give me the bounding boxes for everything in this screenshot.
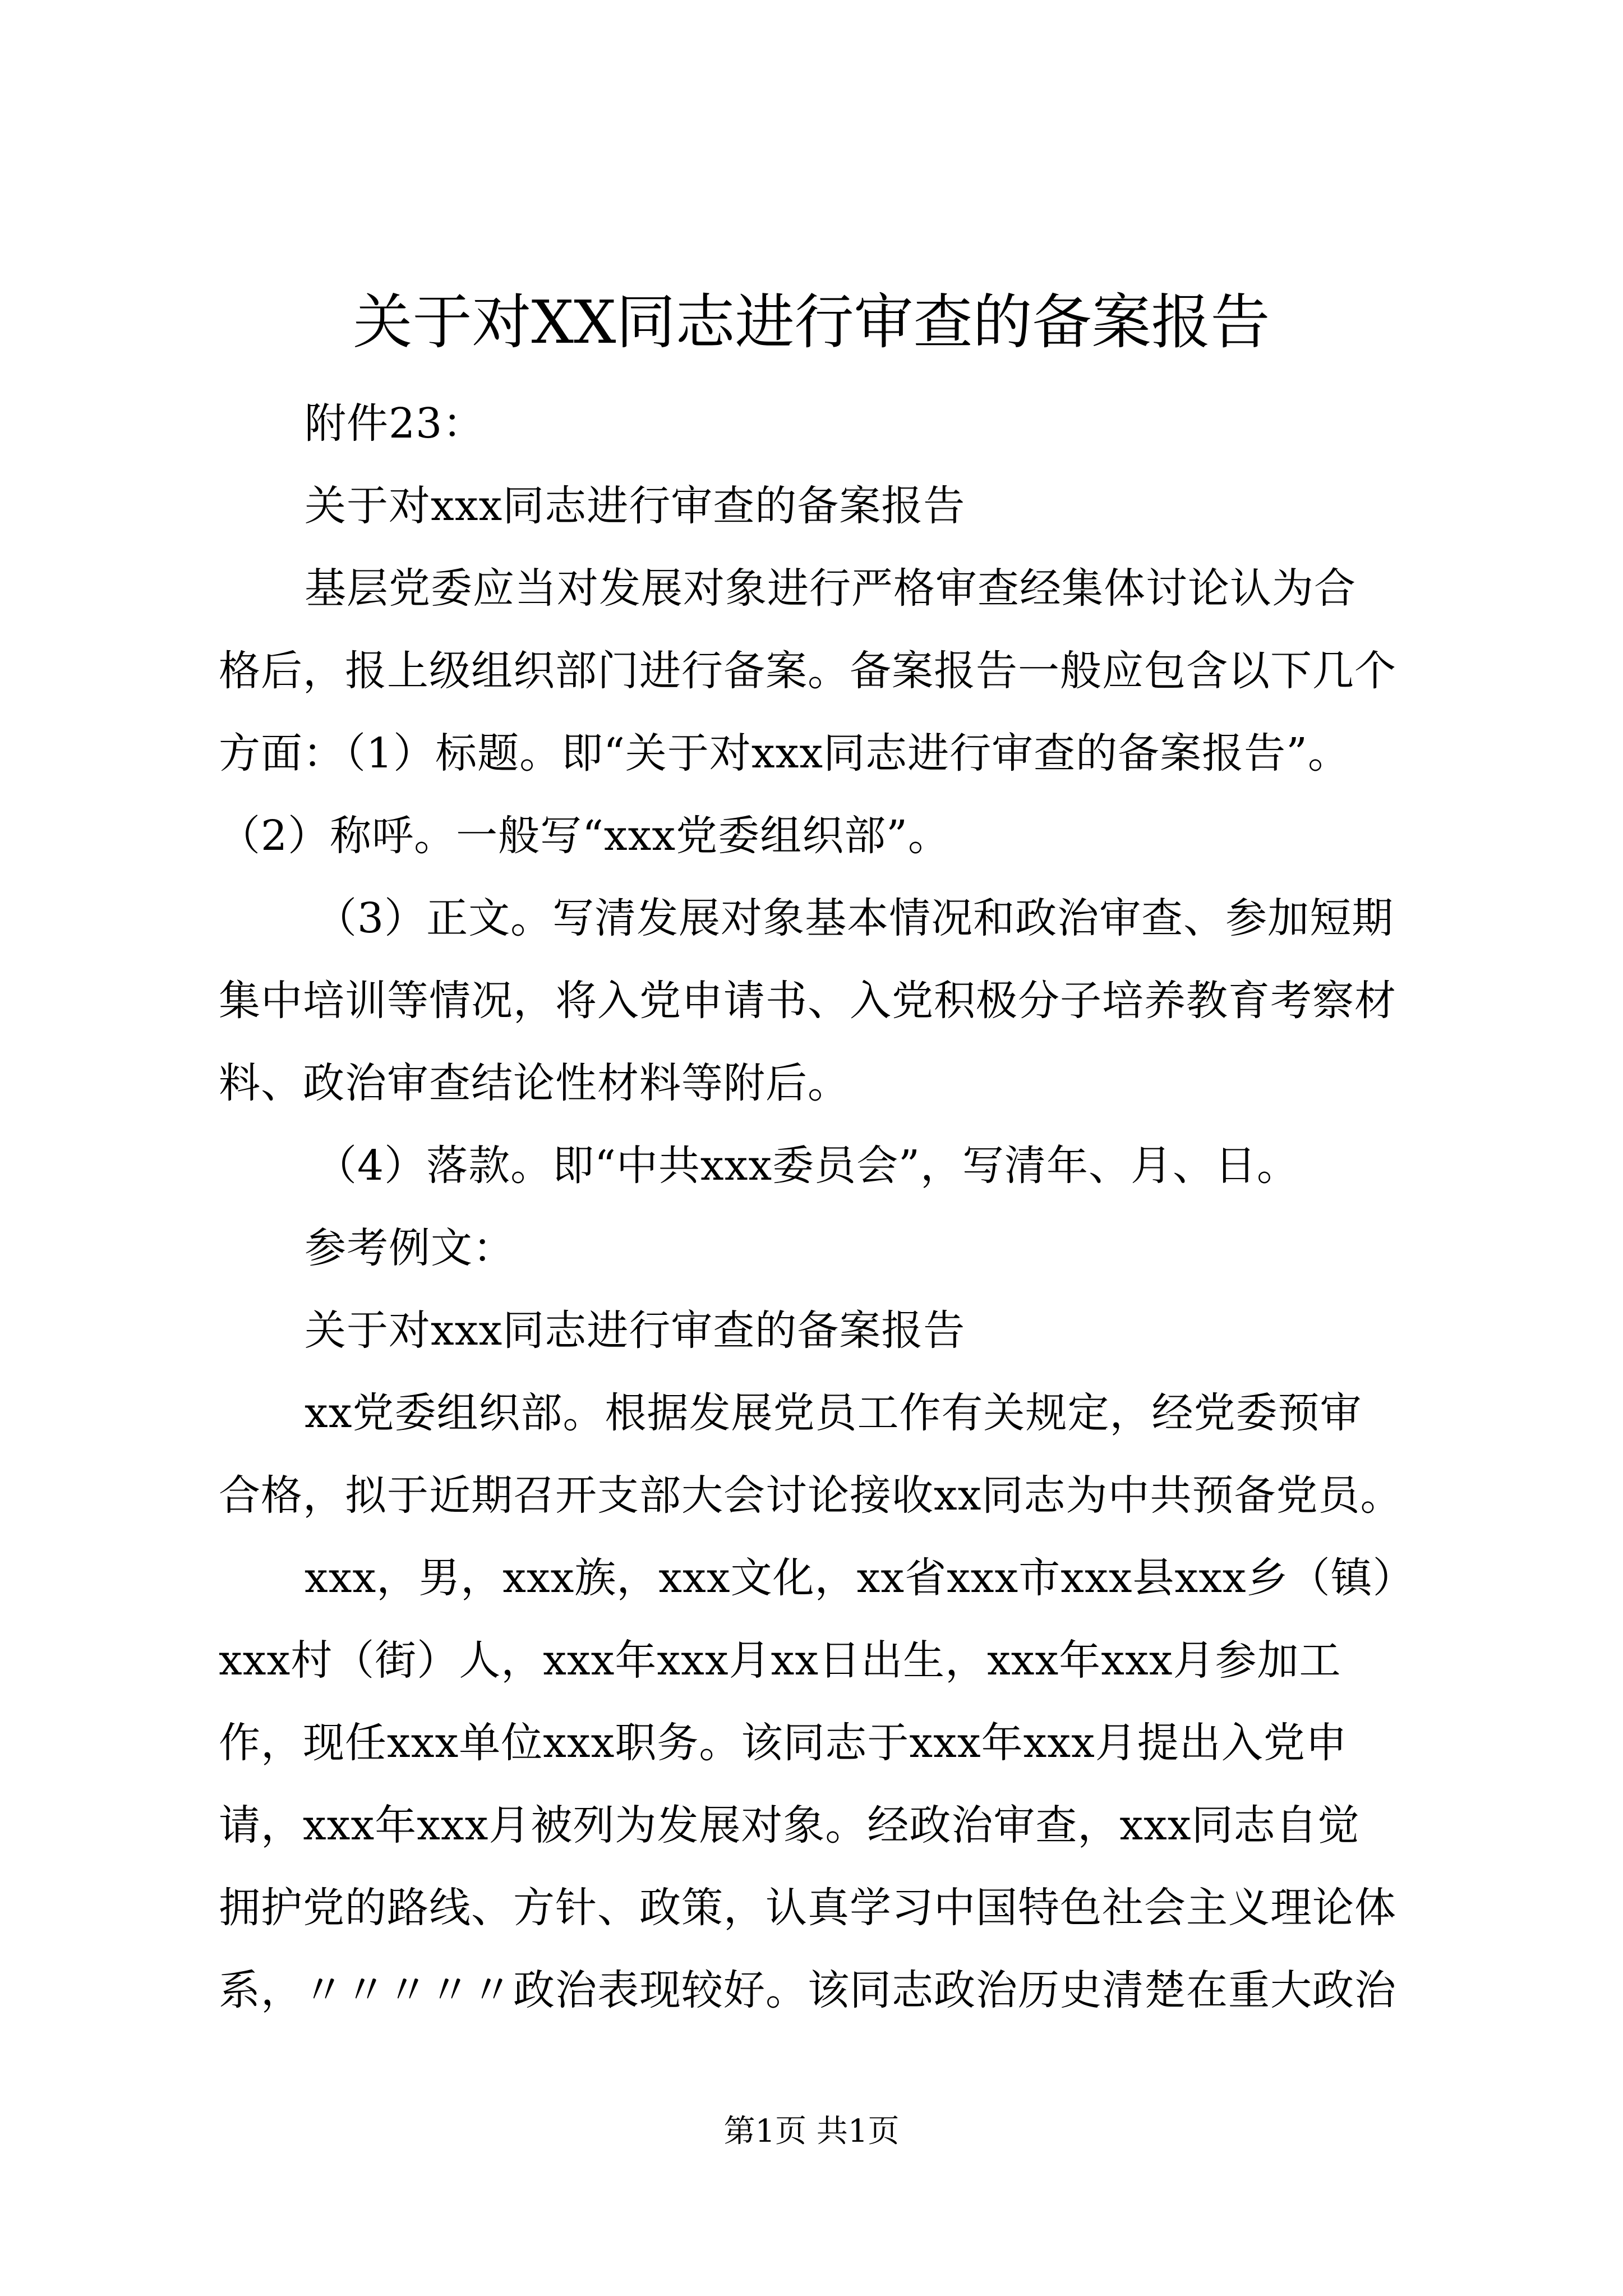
paragraph-line: 作，现任xxx单位xxx职务。该同志于xxx年xxx月提出入党申 bbox=[219, 1719, 1348, 1767]
page-number-footer: 第1页 共1页 bbox=[723, 2113, 900, 2150]
paragraph-line: 关于对xxx同志进行审查的备案报告 bbox=[305, 482, 966, 530]
document-title: 关于对XX同志进行审查的备案报告 bbox=[353, 288, 1270, 357]
paragraph-line: 格后，报上级组织部门进行备案。备案报告一般应包含以下几个 bbox=[219, 647, 1396, 695]
paragraph-line: （4）落款。即“中共xxx委员会”，写清年、月、日。 bbox=[315, 1142, 1299, 1190]
paragraph-line: 合格，拟于近期召开支部大会讨论接收xx同志为中共预备党员。 bbox=[219, 1471, 1403, 1520]
paragraph-line: 基层党委应当对发展对象进行严格审查经集体讨论认为合 bbox=[305, 564, 1356, 613]
paragraph-line: xx党委组织部。根据发展党员工作有关规定，经党委预审 bbox=[305, 1389, 1362, 1437]
paragraph-line: （2）称呼。一般写“xxx党委组织部”。 bbox=[219, 812, 950, 860]
paragraph-line: 系，〃〃〃〃〃政治表现较好。该同志政治历史清楚在重大政治 bbox=[219, 1966, 1396, 2014]
paragraph-line: 方面：（1）标题。即“关于对xxx同志进行审查的备案报告”。 bbox=[219, 729, 1350, 777]
paragraph-line: 集中培训等情况，将入党申请书、入党积极分子培养教育考察材 bbox=[219, 977, 1396, 1025]
paragraph-line: 附件23： bbox=[305, 399, 485, 448]
paragraph-line: 关于对xxx同志进行审查的备案报告 bbox=[305, 1306, 966, 1355]
paragraph-line: 拥护党的路线、方针、政策，认真学习中国特色社会主义理论体 bbox=[219, 1884, 1396, 1932]
paragraph-line: 参考例文： bbox=[305, 1224, 515, 1272]
paragraph-line: 请，xxx年xxx月被列为发展对象。经政治审查，xxx同志自觉 bbox=[219, 1801, 1360, 1849]
paragraph-line: 料、政治审查结论性材料等附后。 bbox=[219, 1059, 850, 1107]
paragraph-line: xxx，男，xxx族，xxx文化，xx省xxx市xxx县xxx乡（镇） bbox=[305, 1554, 1415, 1602]
paragraph-line: xxx村（街）人，xxx年xxx月xx日出生，xxx年xxx月参加工 bbox=[219, 1636, 1341, 1685]
paragraph-line: （3）正文。写清发展对象基本情况和政治审查、参加短期 bbox=[315, 894, 1394, 942]
